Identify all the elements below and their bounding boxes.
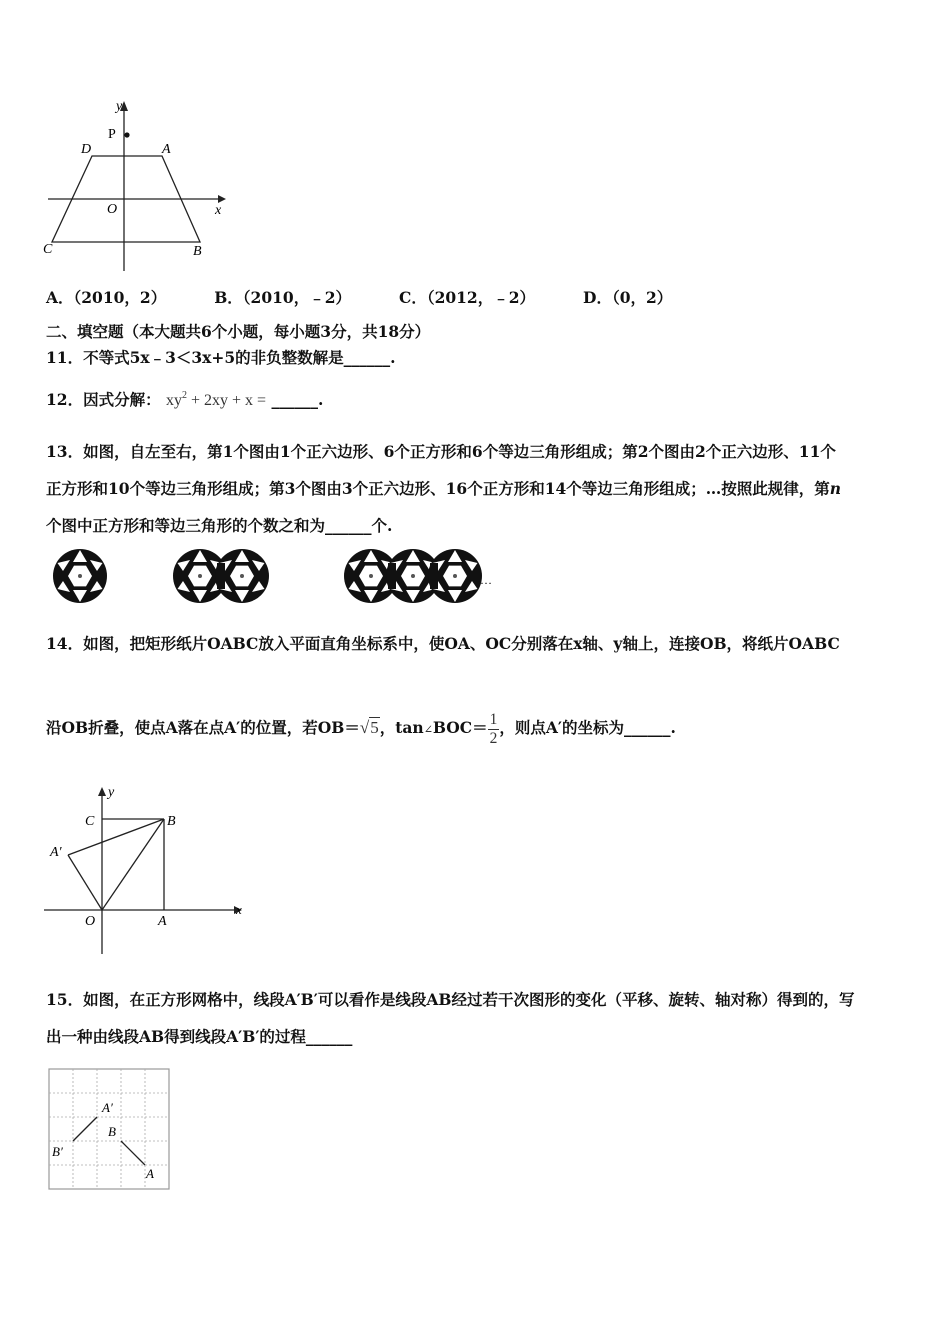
q12-blank: ______. bbox=[271, 390, 324, 409]
q12-prefix: 12．因式分解： bbox=[46, 390, 161, 409]
label-c: C bbox=[43, 242, 53, 257]
point-p bbox=[124, 132, 129, 137]
label-x: x bbox=[215, 203, 222, 218]
q10-options bbox=[46, 286, 672, 308]
question-12 bbox=[46, 388, 323, 410]
segment-ob bbox=[102, 819, 164, 910]
option-c: C．（2012，﹣2） bbox=[398, 288, 535, 307]
trapezoid-figure bbox=[40, 95, 230, 275]
label-o: O bbox=[107, 202, 118, 217]
question-14-line2 bbox=[46, 710, 676, 748]
fold-label-x: x bbox=[236, 902, 242, 917]
q14-sqrt: √5 bbox=[359, 718, 379, 737]
q14-text-b: ，tan bbox=[379, 718, 424, 737]
q12-expression bbox=[166, 392, 266, 409]
question-15-line2: 出一种由线段AB得到线段A′B′的过程______ bbox=[46, 1027, 353, 1046]
grid-label-b: B bbox=[108, 1124, 116, 1139]
fold-figure bbox=[40, 782, 250, 962]
label-y: y bbox=[116, 99, 123, 114]
fold-label-a: A bbox=[158, 914, 167, 929]
q13-var-n: n bbox=[829, 479, 842, 498]
fold-label-b: B bbox=[167, 814, 176, 829]
q12-expr-rest: + 2xy + x = bbox=[186, 392, 267, 409]
question-11: 11．不等式5x﹣3＜3x+5的非负整数解是______. bbox=[46, 348, 396, 367]
grid-label-b-prime: B′ bbox=[52, 1144, 63, 1159]
label-a: A bbox=[162, 142, 171, 157]
label-b: B bbox=[193, 244, 202, 259]
q14-fraction bbox=[488, 711, 500, 748]
section-title: 二、填空题（本大题共6个小题，每小题3分，共18分） bbox=[46, 322, 431, 341]
question-13-line1: 13．如图，自左至右，第1个图由1个正六边形、6个正方形和6个等边三角形组成；第2个图由2个正六边形、11个 bbox=[46, 442, 836, 461]
x-axis-arrow bbox=[218, 195, 226, 203]
question-15-line1: 15．如图，在正方形网格中，线段A′B′可以看作是线段AB经过若干次图形的变化（平移、旋转、轴对称）得到的，写 bbox=[46, 990, 855, 1009]
grid-figure bbox=[46, 1066, 176, 1196]
segment-a-prime-b bbox=[68, 819, 164, 855]
option-b: B．（2010，﹣2） bbox=[214, 288, 351, 307]
fold-label-a-prime: A′ bbox=[50, 845, 62, 860]
q14-text-d: ，则点A′的坐标为______. bbox=[499, 718, 676, 737]
pattern-3 bbox=[344, 549, 482, 603]
grid-label-a: A bbox=[146, 1166, 154, 1181]
option-d: D．（0，2） bbox=[583, 288, 673, 307]
question-13-line3: 个图中正方形和等边三角形的个数之和为______个. bbox=[46, 516, 393, 535]
q14-frac-den: 2 bbox=[489, 729, 498, 747]
fold-label-y: y bbox=[108, 785, 115, 800]
hexagon-pattern-figures bbox=[48, 544, 508, 614]
segment-o-a-prime bbox=[68, 855, 102, 910]
fold-label-o: O bbox=[85, 914, 96, 929]
pattern-ellipsis: … bbox=[480, 573, 492, 587]
label-d: D bbox=[81, 142, 92, 157]
q14-text-a: 沿OB折叠，使点A落在点A′的位置，若OB＝ bbox=[46, 718, 360, 737]
grid-label-a-prime: A′ bbox=[102, 1100, 113, 1115]
q13-line2-text: 正方形和10个等边三角形组成；第3个图由3个正六边形、16个正方形和14个等边三角形组成；…按照此规律，第 bbox=[46, 479, 830, 498]
option-a: A．（2010，2） bbox=[46, 288, 167, 307]
q12-exponent: 2 bbox=[181, 390, 187, 401]
q14-frac-num: 1 bbox=[489, 710, 498, 728]
q12-expr-term: xy bbox=[165, 392, 182, 409]
pattern-1 bbox=[53, 549, 107, 603]
question-13-line2 bbox=[46, 477, 841, 499]
pattern-2 bbox=[173, 549, 269, 603]
q14-sqrt-value: 5 bbox=[370, 718, 379, 737]
q14-angle: ∠ bbox=[423, 723, 433, 736]
label-p: P bbox=[108, 127, 116, 142]
question-14-line1: 14．如图，把矩形纸片OABC放入平面直角坐标系中，使OA、OC分别落在x轴、y轴上，连接OB，将纸片OABC bbox=[46, 634, 840, 653]
fold-label-c: C bbox=[85, 814, 95, 829]
q14-text-c: BOC＝ bbox=[432, 718, 488, 737]
fold-y-arrow bbox=[98, 787, 106, 796]
